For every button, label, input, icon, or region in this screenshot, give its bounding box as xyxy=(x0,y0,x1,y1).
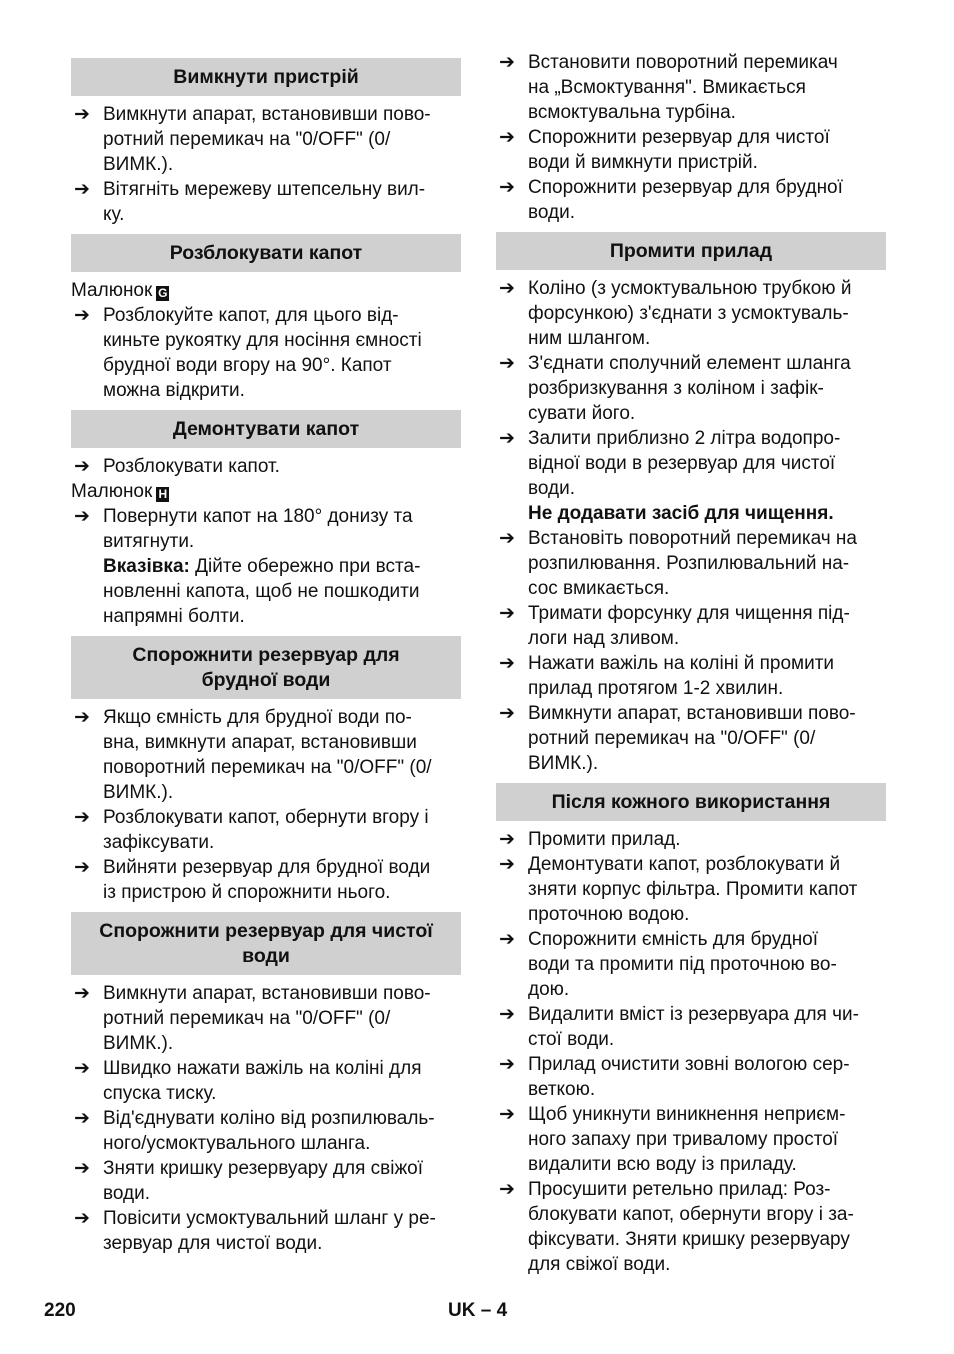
page-number: 220 xyxy=(44,1300,76,1321)
figure-reference-g xyxy=(71,278,461,303)
list-item xyxy=(496,426,886,501)
item-text: Вимкнути апарат, встановивши пово- ротний перемикач на "0/OFF" (0/ ВИМК.). xyxy=(103,104,431,175)
arrow-right-icon: ➔ xyxy=(499,703,515,724)
arrow-right-icon: ➔ xyxy=(74,1108,90,1129)
list-item xyxy=(496,1177,886,1277)
arrow-right-icon: ➔ xyxy=(74,983,90,1004)
list-item xyxy=(496,701,886,776)
item-text: Розблокувати капот. xyxy=(103,456,280,477)
list-item xyxy=(71,1156,461,1206)
item-text: Встановити поворотний перемикач на „Всмоктування". Вмикається всмоктувальна турбіна. xyxy=(528,52,838,123)
arrow-right-icon: ➔ xyxy=(74,104,90,125)
warning-text: Не додавати засіб для чищення. xyxy=(528,503,834,524)
list-item xyxy=(71,504,461,554)
list-item xyxy=(71,177,461,227)
item-text: Залити приблизно 2 літра водопро- відної води в резервуар для чистої води. xyxy=(528,428,841,499)
list-rinse-device xyxy=(496,276,886,776)
item-text: Просушити ретельно прилад: Роз- блокувати капот, обернути вгору і за- фіксувати. Зняти кришку резервуару для свіжої води. xyxy=(528,1179,854,1275)
list-item xyxy=(496,351,886,426)
list-after-each-use xyxy=(496,827,886,1277)
item-text: Встановіть поворотний перемикач на розпилювання. Розпилювальний на- сос вмикається. xyxy=(528,528,857,599)
item-text: Повісити усмоктувальний шланг у ре- зервуар для чистої води. xyxy=(103,1208,436,1254)
item-text: Видалити вміст із резервуара для чи- стої води. xyxy=(528,1004,859,1050)
list-item xyxy=(496,276,886,351)
list-item xyxy=(496,1102,886,1177)
figure-letter-badge: H xyxy=(156,487,169,502)
arrow-right-icon: ➔ xyxy=(499,1104,515,1125)
right-column xyxy=(496,50,886,1277)
item-text: Спорожнити резервуар для чистої води й вимкнути пристрій. xyxy=(528,127,830,173)
list-item xyxy=(71,303,461,403)
list-item xyxy=(496,50,886,125)
figure-reference-h xyxy=(71,479,461,504)
list-item xyxy=(496,927,886,1002)
arrow-right-icon: ➔ xyxy=(499,653,515,674)
arrow-right-icon: ➔ xyxy=(74,179,90,200)
arrow-right-icon: ➔ xyxy=(74,1058,90,1079)
item-text: Від'єднувати коліно від розпилюваль- ного/усмоктувального шланга. xyxy=(103,1108,435,1154)
item-text: Тримати форсунку для чищення під- логи над зливом. xyxy=(528,603,850,649)
figure-letter-badge: G xyxy=(158,286,168,300)
list-item xyxy=(71,454,461,479)
arrow-right-icon: ➔ xyxy=(74,506,90,527)
item-text: З'єднати сполучний елемент шланга розбризкування з коліном і зафік- сувати його. xyxy=(528,353,851,424)
page-code: UK – 4 xyxy=(448,1300,508,1321)
item-text: Щоб уникнути виникнення неприєм- ного запаху при тривалому простої видалити всю воду із приладу. xyxy=(528,1104,846,1175)
list-item xyxy=(496,1052,886,1102)
arrow-right-icon: ➔ xyxy=(499,829,515,850)
arrow-right-icon: ➔ xyxy=(499,52,515,73)
list-item xyxy=(496,175,886,225)
list-item xyxy=(496,125,886,175)
heading-empty-clean-tank: Спорожнити резервуар для чистої води xyxy=(71,912,461,975)
heading-unlock-hood: Розблокувати капот xyxy=(71,234,461,272)
figure-label: Малюнок xyxy=(71,280,153,301)
heading-switch-off: Вимкнути пристрій xyxy=(71,58,461,96)
arrow-right-icon: ➔ xyxy=(74,857,90,878)
figure-label: Малюнок xyxy=(71,481,153,502)
list-item xyxy=(496,827,886,852)
item-text: Повернути капот на 180° донизу та витягнути. xyxy=(103,506,413,552)
item-text: Розблокуйте капот, для цього від- киньте рукоятку для носіння ємності брудної води вгору на 90°. Капот можна відкрити. xyxy=(103,305,422,401)
list-item xyxy=(71,1056,461,1106)
arrow-right-icon: ➔ xyxy=(499,177,515,198)
item-text: Швидко нажати важіль на коліні для спуска тиску. xyxy=(103,1058,422,1104)
list-item xyxy=(71,855,461,905)
list-item xyxy=(71,805,461,855)
list-item xyxy=(71,981,461,1056)
list-item xyxy=(71,705,461,805)
list-empty-clean-tank-continued xyxy=(496,50,886,225)
item-text: Спорожнити резервуар для брудної води. xyxy=(528,177,843,223)
arrow-right-icon: ➔ xyxy=(499,1054,515,1075)
item-text: Вітягніть мережеву штепсельну вил- ку. xyxy=(103,179,426,225)
arrow-right-icon: ➔ xyxy=(499,1179,515,1200)
arrow-right-icon: ➔ xyxy=(499,127,515,148)
note-text: Дійте обережно при вста- новленні капота, щоб не пошкодити напрямні болти. xyxy=(103,556,421,627)
item-text: Розблокувати капот, обернути вгору і зафіксувати. xyxy=(103,807,429,853)
arrow-right-icon: ➔ xyxy=(499,528,515,549)
item-text: Коліно (з усмоктувальною трубкою й форсункою) з'єднати з усмоктуваль- ним шлангом. xyxy=(528,278,852,349)
list-empty-clean-tank xyxy=(71,981,461,1256)
list-item xyxy=(71,102,461,177)
list-item xyxy=(496,651,886,701)
item-text: Зняти кришку резервуару для свіжої води. xyxy=(103,1158,424,1204)
note xyxy=(71,554,461,629)
arrow-right-icon: ➔ xyxy=(74,1158,90,1179)
note-label: Вказівка: xyxy=(103,556,190,577)
arrow-right-icon: ➔ xyxy=(499,929,515,950)
arrow-right-icon: ➔ xyxy=(499,1004,515,1025)
arrow-right-icon: ➔ xyxy=(74,807,90,828)
heading-remove-hood: Демонтувати капот xyxy=(71,410,461,448)
list-empty-dirty-tank xyxy=(71,705,461,905)
arrow-right-icon: ➔ xyxy=(499,428,515,449)
item-text: Спорожнити ємність для брудної води та промити під проточною во- дою. xyxy=(528,929,837,1000)
arrow-right-icon: ➔ xyxy=(74,305,90,326)
arrow-right-icon: ➔ xyxy=(499,603,515,624)
item-text: Вимкнути апарат, встановивши пово- ротний перемикач на "0/OFF" (0/ ВИМК.). xyxy=(103,983,431,1054)
arrow-right-icon: ➔ xyxy=(74,456,90,477)
arrow-right-icon: ➔ xyxy=(74,1208,90,1229)
list-item xyxy=(496,526,886,601)
list-switch-off xyxy=(71,102,461,227)
item-text: Якщо ємність для брудної води по- вна, вимкнути апарат, встановивши поворотний перемикач на "0/OFF" (0/ ВИМК.). xyxy=(103,707,432,803)
arrow-right-icon: ➔ xyxy=(499,353,515,374)
list-item xyxy=(71,1106,461,1156)
list-item xyxy=(496,1002,886,1052)
list-item xyxy=(496,601,886,651)
left-column xyxy=(71,50,461,1256)
item-text: Вийняти резервуар для брудної води із пристрою й спорожнити нього. xyxy=(103,857,431,903)
heading-empty-dirty-tank: Спорожнити резервуар для брудної води xyxy=(71,636,461,699)
item-text: Прилад очистити зовні вологою сер- веткою. xyxy=(528,1054,850,1100)
item-text: Демонтувати капот, розблокувати й зняти корпус фільтра. Промити капот проточною водою. xyxy=(528,854,858,925)
item-text: Вимкнути апарат, встановивши пово- ротний перемикач на "0/OFF" (0/ ВИМК.). xyxy=(528,703,856,774)
list-item xyxy=(71,1206,461,1256)
arrow-right-icon: ➔ xyxy=(499,278,515,299)
list-item xyxy=(496,852,886,927)
item-text: Промити прилад. xyxy=(528,829,681,850)
arrow-right-icon: ➔ xyxy=(74,707,90,728)
item-text: Нажати важіль на коліні й промити прилад протягом 1-2 хвилин. xyxy=(528,653,835,699)
heading-rinse-device: Промити прилад xyxy=(496,232,886,270)
heading-after-each-use: Після кожного використання xyxy=(496,783,886,821)
arrow-right-icon: ➔ xyxy=(499,854,515,875)
